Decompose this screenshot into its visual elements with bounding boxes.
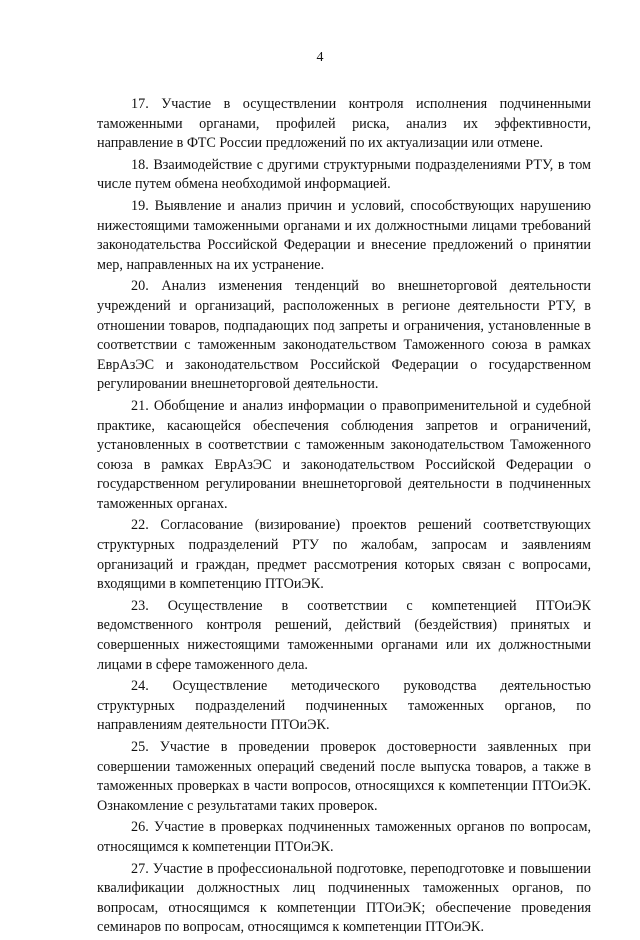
paragraph-26: 26. Участие в проверках подчиненных таможенных органов по вопросам, относящимся к компетенции ПТОиЭК.	[97, 819, 591, 855]
paragraph-19: 19. Выявление и анализ причин и условий, способствующих нарушению нижестоящими таможенными органами и их должностными лицами требований законодательства Российской Федерации и внесение предложений о принятии мер, направленных на их устранение.	[97, 197, 591, 273]
document-body	[97, 95, 591, 940]
paragraph-25: 25. Участие в проведении проверок достоверности заявленных при совершении таможенных операций сведений после выпуска товаров, а также в таможенных проверках в части вопросов, относящихся к компетенции ПТОиЭК. Ознакомление с результатами таких проверок.	[97, 739, 591, 814]
paragraph-22: 22. Согласование (визирование) проектов решений соответствующих структурных подразделений РТУ по жалобам, запросам и заявлениям организаций и граждан, предмет рассмотрения которых связан с вопросами, входящими в компетенцию ПТОиЭК.	[97, 517, 591, 593]
paragraph-27: 27. Участие в профессиональной подготовке, переподготовке и повышении квалификации должностных лиц подчиненных таможенных органов, по вопросам, относящимся к компетенции ПТОиЭК; обеспечение проведения семинаров по вопросам, относящимся к компетенции ПТОиЭК.	[97, 860, 591, 936]
paragraph-20: 20. Анализ изменения тенденций во внешнеторговой деятельности учреждений и организаций, расположенных в регионе деятельности РТУ, в отношении товаров, подпадающих под запреты и ограничения, установленные в соответствии с таможенным законодательством Таможенного союза в рамках ЕврАзЭС и законодательством Российской Федерации о государственном регулировании внешнеторговой деятельности.	[97, 278, 591, 393]
paragraph-23: 23. Осуществление в соответствии с компетенцией ПТОиЭК ведомственного контроля решений, действий (бездействия) принятых и совершенных нижестоящими таможенными органами или их должностными лицами в сфере таможенного дела.	[97, 597, 591, 673]
paragraph-21: 21. Обобщение и анализ информации о правоприменительной и судебной практике, касающейся обеспечения соблюдения запретов и ограничений, установленных в соответствии с таможенным законодательством Таможенного союза в рамках ЕврАзЭС и законодательством Российской Федерации о государственном регулировании внешнеторговой деятельности в подчиненных таможенных органах.	[97, 397, 591, 512]
page-number: 4	[316, 50, 324, 65]
paragraph-18: 18. Взаимодействие с другими структурными подразделениями РТУ, в том числе путем обмена необходимой информацией.	[97, 156, 591, 193]
paragraph-17: 17. Участие в осуществлении контроля исполнения подчиненными таможенными органами, профилей риска, анализ их эффективности, направление в ФТС России предложений по их актуализации или отмене.	[97, 96, 591, 152]
paragraph-24: 24. Осуществление методического руководства деятельностью структурных подразделений подчиненных таможенных органов, по направлениям деятельности ПТОиЭК.	[97, 678, 591, 734]
